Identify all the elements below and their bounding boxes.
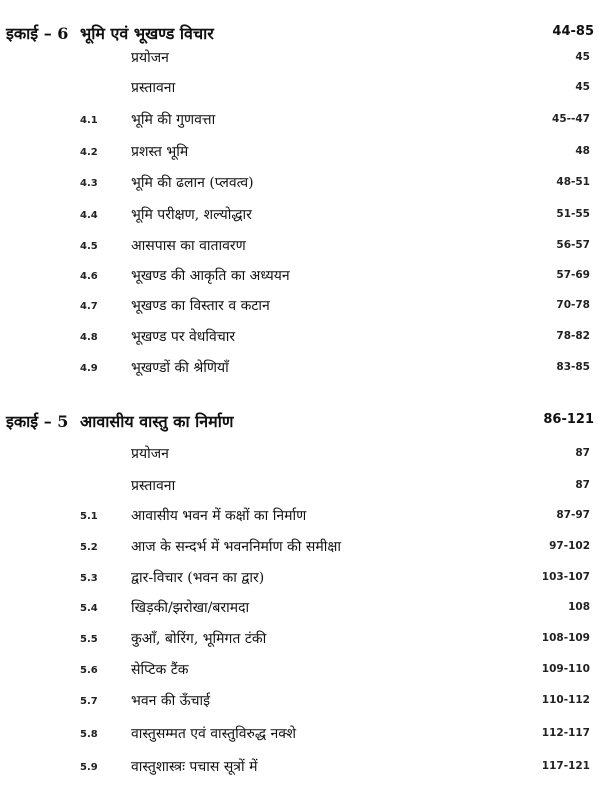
toc-entry: [0, 506, 600, 530]
entry-number: 5.5: [80, 634, 98, 645]
entry-number: 5.2: [80, 542, 98, 553]
toc-entry: [0, 757, 600, 781]
entry-title: प्रयोजन: [131, 50, 169, 66]
unit-title: आवासीय वास्तु का निर्माण: [80, 412, 234, 431]
unit-heading: [0, 22, 600, 50]
toc-entry: [0, 236, 600, 260]
entry-title: वास्तुसम्मत एवं वास्तुविरुद्ध नक्शे: [131, 726, 296, 742]
entry-page: 78-82: [556, 330, 590, 342]
unit-label: इकाई – 6: [6, 24, 69, 43]
entry-title: वास्तुशास्त्रः पचास सूत्रों में: [131, 759, 258, 775]
toc-entry: [0, 724, 600, 748]
entry-title: भूखण्ड की आकृति का अध्ययन: [131, 268, 290, 284]
entry-page: 51-55: [556, 208, 590, 220]
entry-page: 87-97: [556, 509, 590, 521]
entry-title: भूखण्ड पर वेधविचार: [131, 329, 236, 345]
toc-entry: [0, 266, 600, 290]
toc-entry: [0, 110, 600, 134]
entry-number: 4.9: [80, 363, 98, 374]
entry-page: 48-51: [556, 176, 590, 188]
entry-title: भवन की ऊँचाई: [131, 693, 211, 709]
entry-number: 5.8: [80, 729, 98, 740]
entry-number: 5.6: [80, 665, 98, 676]
toc-entry: [0, 142, 600, 166]
unit-title: भूमि एवं भूखण्ड विचार: [80, 24, 214, 43]
entry-page: 83-85: [556, 361, 590, 373]
entry-number: 4.6: [80, 271, 98, 282]
entry-page: 57-69: [556, 269, 590, 281]
toc-entry: [0, 205, 600, 229]
entry-page: 45: [575, 81, 590, 93]
entry-title: भूमि परीक्षण, शल्योद्धार: [131, 207, 252, 223]
entry-number: 4.4: [80, 210, 98, 221]
entry-page: 117-121: [541, 760, 590, 772]
entry-page: 109-110: [541, 663, 590, 675]
entry-title: आसपास का वातावरण: [131, 238, 246, 254]
toc-entry: [0, 444, 600, 468]
entry-title: भूमि की गुणवत्ता: [131, 112, 216, 128]
toc-entry: [0, 296, 600, 320]
entry-number: 4.8: [80, 332, 98, 343]
toc-entry: [0, 568, 600, 592]
entry-number: 4.1: [80, 115, 98, 126]
entry-page: 45: [575, 51, 590, 63]
entry-title: प्रस्तावना: [131, 80, 176, 96]
toc-entry: [0, 629, 600, 653]
entry-page: 45--47: [552, 113, 590, 125]
toc-entry: [0, 598, 600, 622]
entry-number: 4.5: [80, 241, 98, 252]
entry-number: 5.1: [80, 511, 98, 522]
entry-page: 56-57: [556, 239, 590, 251]
unit-heading: [0, 410, 600, 438]
entry-number: 4.2: [80, 147, 98, 158]
entry-page: 87: [575, 479, 590, 491]
entry-number: 4.7: [80, 301, 98, 312]
toc-entry: [0, 476, 600, 500]
toc-entry: [0, 173, 600, 197]
entry-number: 4.3: [80, 178, 98, 189]
entry-title: सेप्टिक टैंक: [131, 662, 189, 678]
entry-page: 70-78: [556, 299, 590, 311]
toc-entry: [0, 358, 600, 382]
entry-page: 112-117: [541, 727, 590, 739]
entry-page: 108-109: [541, 632, 590, 644]
toc-entry: [0, 48, 600, 72]
entry-page: 108: [568, 601, 590, 613]
entry-page: 110-112: [541, 694, 590, 706]
entry-page: 87: [575, 447, 590, 459]
entry-title: कुआँ, बोरिंग, भूमिगत टंकी: [131, 631, 267, 647]
toc-entry: [0, 78, 600, 102]
entry-title: आज के सन्दर्भ में भवननिर्माण की समीक्षा: [131, 539, 342, 555]
toc-entry: [0, 691, 600, 715]
entry-title: द्वार-विचार (भवन का द्वार): [131, 570, 265, 586]
entry-title: प्रयोजन: [131, 446, 169, 462]
entry-page: 97-102: [549, 540, 590, 552]
unit-label: इकाई – 5: [6, 412, 69, 431]
unit-pages: 86-121: [543, 412, 594, 427]
toc-entry: [0, 660, 600, 684]
entry-title: प्रस्तावना: [131, 478, 176, 494]
entry-title: भूमि की ढलान (प्लवत्व): [131, 175, 254, 191]
entry-number: 5.4: [80, 603, 98, 614]
unit-pages: 44-85: [552, 24, 594, 39]
entry-title: भूखण्ड का विस्तार व कटान: [131, 298, 270, 314]
toc-entry: [0, 537, 600, 561]
entry-page: 103-107: [541, 571, 590, 583]
toc-entry: [0, 327, 600, 351]
entry-number: 5.7: [80, 696, 98, 707]
entry-title: आवासीय भवन में कक्षों का निर्माण: [131, 508, 307, 524]
entry-number: 5.3: [80, 573, 98, 584]
entry-title: भूखण्डों की श्रेणियाँ: [131, 360, 229, 376]
entry-title: खिड़की/झरोखा/बरामदा: [131, 600, 250, 616]
entry-number: 5.9: [80, 762, 98, 773]
entry-page: 48: [575, 145, 590, 157]
entry-title: प्रशस्त भूमि: [131, 144, 189, 160]
